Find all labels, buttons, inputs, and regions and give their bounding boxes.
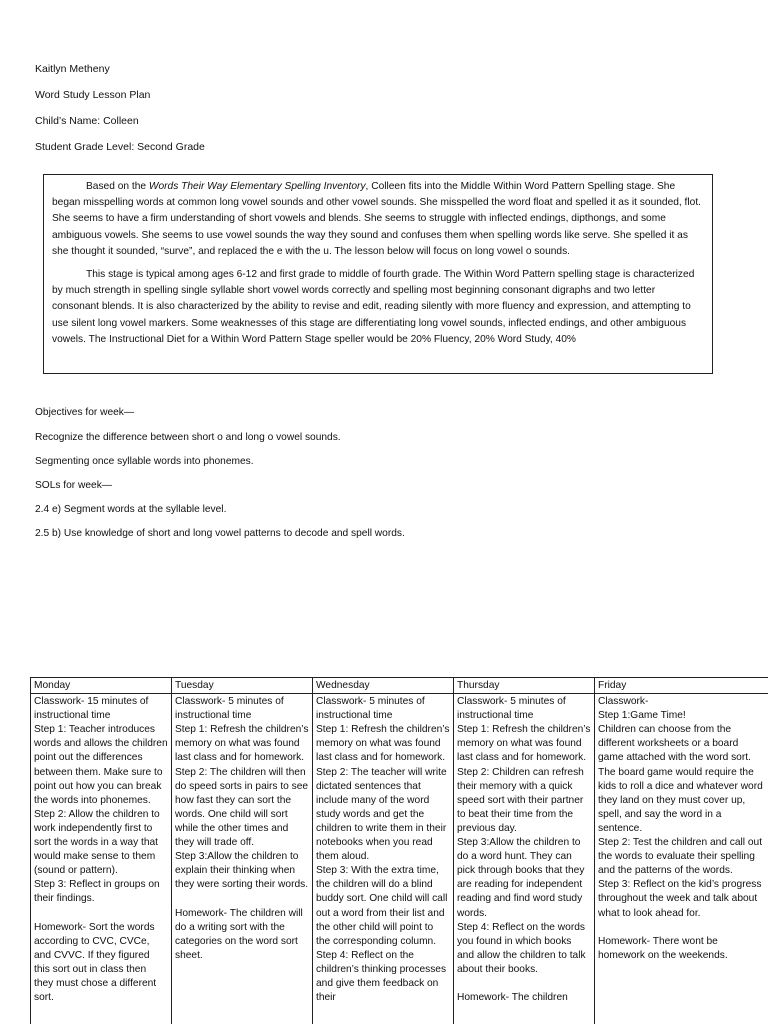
header-monday: Monday bbox=[31, 678, 172, 694]
header-friday: Friday bbox=[595, 678, 768, 694]
objective-item: Segmenting once syllable words into phonemes. bbox=[35, 456, 254, 467]
sol-item: 2.5 b) Use knowledge of short and long vowel patterns to decode and spell words. bbox=[35, 528, 405, 539]
thursday-plan: Classwork- 5 minutes of instructional time Step 1: Refresh the children’s memory on what was found last class and for homework. Step 2: Children can refresh their memory with a quick speed sort with their partner to beat their time from the previous day. Step 3:Allow the children to do a word hunt. They can pick through books that they are reading for independent reading and find word study words. Step 4: Reflect on the words you found in which books and allow the children to talk about their books. Homework- The children bbox=[457, 696, 591, 1004]
wednesday-cell bbox=[313, 694, 454, 1024]
summary-p1-start: Based on the bbox=[86, 181, 149, 192]
table-header-row bbox=[31, 678, 768, 694]
weekly-schedule-table bbox=[30, 677, 768, 1024]
friday-cell bbox=[595, 694, 768, 1024]
table-row bbox=[31, 694, 768, 1024]
objective-item: Recognize the difference between short o and long o vowel sounds. bbox=[35, 432, 341, 443]
sols-heading: SOLs for week— bbox=[35, 480, 112, 491]
child-name: Child’s Name: Colleen bbox=[35, 115, 139, 127]
document-title: Word Study Lesson Plan bbox=[35, 89, 151, 101]
tuesday-plan: Classwork- 5 minutes of instructional time Step 1: Refresh the children’s memory on what was found last class and for homework. Step 2: The children will then do speed sorts in pairs to see how fast they can sort the words. One child will sort while the other times and they will trade off. Step 3:Allow the children to explain their thinking when they were sorting their words. Homework- The children will do a writing sort with the categories on the word sort sheet. bbox=[175, 696, 309, 961]
assessment-summary-box bbox=[43, 174, 713, 374]
summary-p1-rest: , Colleen fits into the Middle Within Word Pattern Spelling stage. She began misspelling words at common long vowel sounds and other vowel sounds. She misspelled the word float and spelled it as it sounded, flot. She seems to have a firm understanding of short vowels and blends. She seems to struggle with inflected endings, dipthongs, and some ambiguous vowels. She seems to use vowel sounds the way they sound and confuses them when spelling words like serve. She spelled it as she thought it sounded, “surve”, and replaced the e with the u. The lesson below will focus on long vowel o sounds. bbox=[52, 181, 701, 257]
objectives-heading: Objectives for week— bbox=[35, 407, 135, 418]
thursday-cell bbox=[454, 694, 595, 1024]
sol-item: 2.4 e) Segment words at the syllable level. bbox=[35, 504, 227, 515]
inventory-title: Words Their Way Elementary Spelling Inventory bbox=[148, 181, 366, 192]
monday-cell bbox=[31, 694, 172, 1024]
friday-plan: Classwork- Step 1:Game Time! Children can choose from the different worksheets or a board game attached with the word sort. The board game would require the kids to roll a dice and whatever word they land on they must cover up, spell, and say the word in a sentence. Step 2: Test the children and call out the words to evaluate their spelling and the patterns of the words. Step 3: Reflect on the kid’s progress throughout the week and talk about what to look ahead for. Homework- There wont be homework on the weekends. bbox=[598, 696, 763, 961]
summary-paragraph-2: This stage is typical among ages 6-12 and first grade to middle of fourth grade. The Within Word Pattern spelling stage is characterized by much strength in spelling single syllable short vowel words correctly and spelling most beginning consonant digraphs and two letter consonant blends. It is also characterized by the ability to revise and edit, reading silently with more fluency and expression, and attempting to use silent long vowel markers. Some weaknesses of this stage are differentiating long vowel sounds, inflected endings, and other ambiguous vowels. The Instructional Diet for a Within Word Pattern Stage speller would be 20% Fluency, 20% Word Study, 40% bbox=[52, 269, 695, 345]
monday-plan: Classwork- 15 minutes of instructional time Step 1: Teacher introduces words and allows the children point out the differences between them. Make sure to point out how you can break the words into phonemes. Step 2: Allow the children to work independently first to sort the words in a way that would make sense to them (sound or pattern). Step 3: Reflect in groups on their findings. Homework- Sort the words according to CVC, CVCe, and CVVC. If they figured this sort out in class then they must chose a different sort. bbox=[34, 696, 168, 1004]
header-wednesday: Wednesday bbox=[313, 678, 454, 694]
header-tuesday: Tuesday bbox=[172, 678, 313, 694]
grade-level: Student Grade Level: Second Grade bbox=[35, 141, 205, 153]
wednesday-plan: Classwork- 5 minutes of instructional time Step 1: Refresh the children’s memory on what was found last class and for homework. Step 2: The teacher will write dictated sentences that include many of the word study words and get the children to write them in their notebooks when you read them aloud. Step 3: With the extra time, the children will do a blind buddy sort. One child will call out a word from their list and the other child will point to the corresponding column. Step 4: Reflect on the children’s thinking processes and give them feedback on their bbox=[316, 696, 450, 1004]
summary-paragraph-1 bbox=[52, 179, 704, 260]
tuesday-cell bbox=[172, 694, 313, 1024]
header-thursday: Thursday bbox=[454, 678, 595, 694]
author-name: Kaitlyn Metheny bbox=[35, 63, 110, 75]
